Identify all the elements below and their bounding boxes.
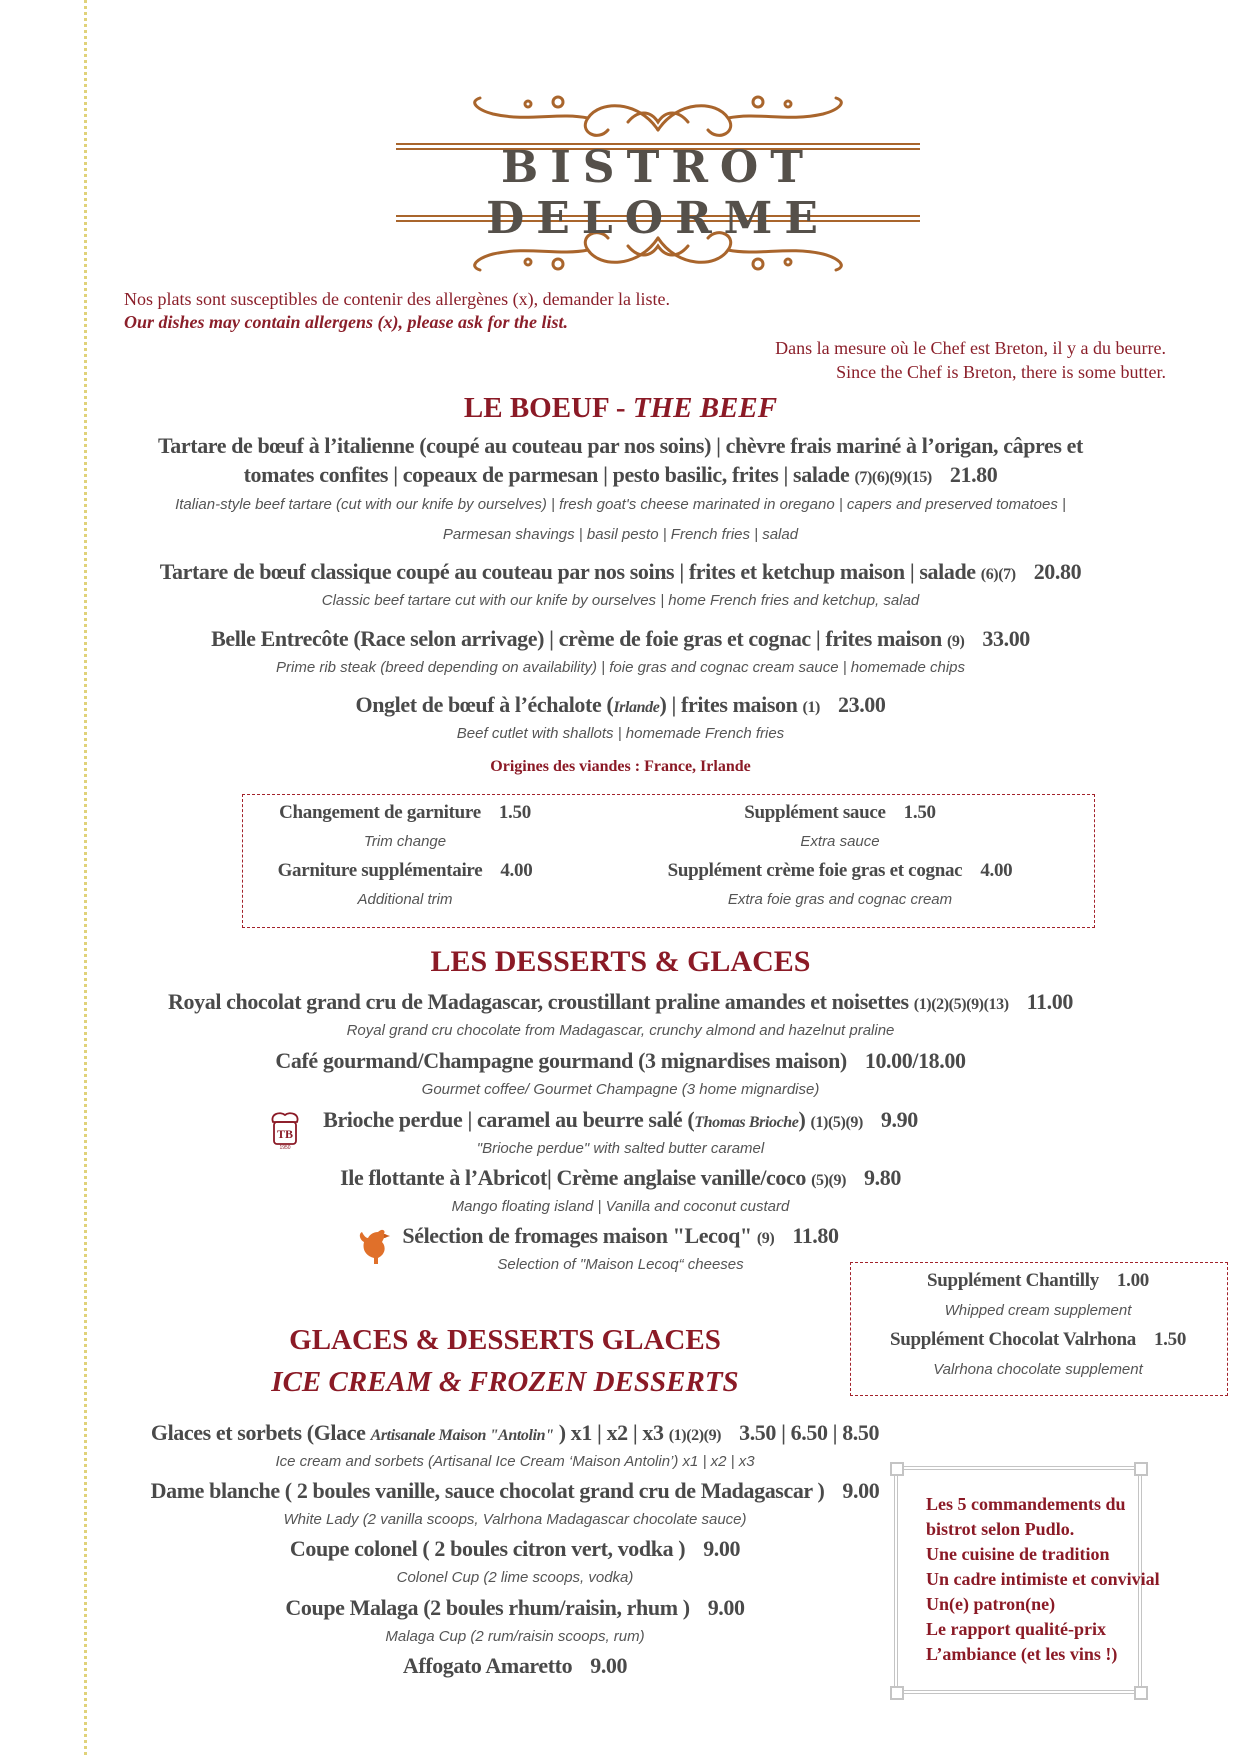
allergen-codes: (6)(7) (980, 566, 1016, 583)
extra-item-price: 4.00 (500, 860, 533, 881)
menu-item (0, 1595, 1030, 1621)
menu-item-name: Tartare de bœuf classique coupé au couteau par nos soins | frites et ketchup maison | salade (159, 559, 981, 584)
menu-item-price: 21.80 (949, 462, 998, 487)
supplement-name: Supplément Chocolat Valrhona (889, 1329, 1136, 1350)
menu-item-name: Sélection de fromages maison "Lecoq" (402, 1223, 757, 1248)
menu-item-name (0, 462, 1241, 488)
menu-item-price: 9.00 (842, 1478, 880, 1503)
supplement-translation: Valrhona chocolate supplement (933, 1361, 1143, 1378)
menu-item-translation: Gourmet coffee/ Gourmet Champagne (3 home mignardise) (421, 1081, 820, 1098)
menu-item (0, 1653, 1030, 1679)
menu-item-translation: Classic beef tartare cut with our knife by ourselves | home French fries and ketchup, salad (321, 592, 920, 609)
menu-item-translation: Mango floating island | Vanilla and coconut custard (451, 1198, 790, 1215)
menu-item-translation: White Lady (2 vanilla scoops, Valrhona Madagascar chocolate sauce) (283, 1511, 747, 1528)
supplement-price: 1.00 (1116, 1270, 1149, 1291)
extra-item-name: Supplément sauce (744, 802, 886, 823)
menu-item-name-line2: tomates confites | copeaux de parmesan | pesto basilic, frites | salade (243, 462, 855, 487)
menu-item-name-rest: ) x1 | x2 | x3 (553, 1420, 669, 1445)
menu-item-name: Tartare de bœuf à l’italienne (coupé au couteau par nos soins) | chèvre frais mariné à l’origan, câpres et (158, 433, 1083, 458)
commandments-line: bistrot selon Pudlo. (926, 1519, 1075, 1539)
menu-item-price: 9.00 (590, 1653, 628, 1678)
menu-item-translation: Royal grand cru chocolate from Madagascar, crunchy almond and hazelnut praline (346, 1022, 895, 1039)
brand-name: BISTROT DELORME (486, 142, 830, 244)
menu-item-name: Dame blanche ( 2 boules vanille, sauce chocolat grand cru de Madagascar ) (150, 1478, 825, 1503)
menu-item-translation: Malaga Cup (2 rum/raisin scoops, rum) (385, 1628, 645, 1645)
box-corner (890, 1462, 904, 1476)
menu-item-translation: "Brioche perdue" with salted butter caramel (476, 1140, 765, 1157)
menu-item-name: Coupe Malaga (2 boules rhum/raisin, rhum ) (285, 1595, 690, 1620)
menu-item-name: Glaces et sorbets (Glace (150, 1420, 371, 1445)
menu-item-name-rest: ) | frites maison (659, 692, 803, 717)
section-title-ice-en: ICE CREAM & FROZEN DESSERTS (271, 1366, 739, 1398)
extra-item-name: Garniture supplémentaire (277, 860, 483, 881)
commandments-line: Un cadre intimiste et convivial (926, 1569, 1160, 1589)
extra-item (640, 802, 1040, 824)
menu-item-price: 11.00 (1026, 989, 1073, 1014)
supplement-price: 1.50 (1153, 1329, 1187, 1350)
allergen-codes: (5)(9) (811, 1172, 847, 1189)
menu-item-name: Café gourmand/Champagne gourmand (3 mignardises maison) (275, 1048, 847, 1073)
commandments-line: L’ambiance (et les vins !) (926, 1644, 1118, 1664)
supplement-translation: Whipped cream supplement (944, 1302, 1132, 1319)
menu-item (0, 989, 1241, 1015)
menu-item-name: Ile flottante à l’Abricot| Crème anglaise vanille/coco (340, 1165, 812, 1190)
menu-item (0, 626, 1241, 652)
menu-item-price: 11.80 (792, 1223, 839, 1248)
supplement-item (852, 1270, 1224, 1292)
section-title-beef-en: THE BEEF (632, 392, 778, 424)
allergen-notice-en: Our dishes may contain allergens (x), please ask for the list. (124, 312, 569, 332)
menu-item-price: 33.00 (982, 626, 1030, 651)
menu-item-brand: Thomas Brioche (694, 1114, 799, 1131)
menu-item-translation: Colonel Cup (2 lime scoops, vodka) (396, 1569, 634, 1586)
allergen-codes: (1)(2)(5)(9)(13) (913, 996, 1009, 1013)
menu-item-translation: Selection of "Maison Lecoq“ cheeses (497, 1256, 744, 1273)
allergen-codes: (1)(2)(9) (668, 1427, 722, 1444)
menu-item-translation: Beef cutlet with shallots | homemade French fries (456, 725, 785, 742)
menu-item-origin: Irlande (613, 699, 660, 716)
extra-item-price: 1.50 (498, 802, 531, 823)
menu-item-price: 20.80 (1033, 559, 1082, 584)
extra-item-translation: Trim change (363, 833, 447, 850)
allergen-codes: (1) (802, 699, 820, 716)
commandments-line: Une cuisine de tradition (926, 1544, 1110, 1564)
brioche-logo-letters: TB (276, 1127, 294, 1141)
menu-item (0, 559, 1241, 585)
menu-item-name: Affogato Amaretto (402, 1653, 573, 1678)
section-title-beef-fr: LE BOEUF - (463, 392, 633, 424)
extra-item (250, 860, 560, 882)
menu-item-price: 9.00 (707, 1595, 745, 1620)
extra-item-translation: Extra foie gras and cognac cream (727, 891, 953, 908)
menu-item (0, 1536, 1030, 1562)
menu-item-price: 9.80 (864, 1165, 901, 1190)
menu-item-price: 10.00/18.00 (864, 1048, 966, 1073)
menu-item-name: Belle Entrecôte (Race selon arrivage) | crème de foie gras et cognac | frites maison (211, 626, 947, 651)
menu-item-name-rest: ) (798, 1107, 811, 1132)
menu-item-translation: Italian-style beef tartare (cut with our knife by ourselves) | fresh goat's cheese marinated in oregano | capers and preserved tomatoes | (175, 496, 1066, 513)
meat-origin-note: Origines des viandes : France, Irlande (490, 758, 751, 775)
commandments-line: Les 5 commandements du (926, 1494, 1126, 1514)
extra-item-translation: Extra sauce (800, 833, 880, 850)
menu-item-price: 23.00 (838, 692, 886, 717)
allergen-codes: (1)(5)(9) (810, 1114, 863, 1131)
menu-item-name: Royal chocolat grand cru de Madagascar, croustillant praline amandes et noisettes (168, 989, 914, 1014)
menu-item-translation: Ice cream and sorbets (Artisanal Ice Cream ‘Maison Antolin’) x1 | x2 | x3 (275, 1453, 755, 1470)
menu-item-name: Onglet de bœuf à l’échalote ( (355, 692, 614, 717)
supplement-name: Supplément Chantilly (927, 1270, 1099, 1291)
butter-notice-en: Since the Chef is Breton, there is some butter. (836, 362, 1166, 382)
menu-item-price: 9.00 (703, 1536, 741, 1561)
menu-item (0, 1048, 1241, 1074)
menu-item-price: 3.50 | 6.50 | 8.50 (739, 1420, 880, 1445)
commandments-line: Un(e) patron(ne) (926, 1594, 1056, 1614)
section-title-desserts: LES DESSERTS & GLACES (430, 945, 811, 978)
extra-item-price: 4.00 (980, 860, 1013, 881)
section-title-beef (0, 392, 1241, 425)
menu-item (0, 1420, 1030, 1446)
allergen-notice-fr: Nos plats sont susceptibles de contenir des allergènes (x), demander la liste. (124, 289, 671, 309)
extra-item-price: 1.50 (903, 802, 936, 823)
menu-item-translation: Prime rib steak (breed depending on availability) | foie gras and cognac cream sauce | homemade chips (276, 659, 965, 676)
menu-item-name: Brioche perdue | caramel au beurre salé ( (323, 1107, 695, 1132)
box-corner (890, 1686, 904, 1700)
supplement-item (852, 1329, 1224, 1351)
allergen-codes: (9) (946, 633, 965, 650)
commandments-line: Le rapport qualité-prix (926, 1619, 1106, 1639)
extra-item (640, 860, 1040, 882)
box-corner (1134, 1686, 1148, 1700)
allergen-codes: (7)(6)(9)(15) (854, 469, 932, 486)
commandments-text (926, 1492, 1160, 1667)
allergen-codes: (9) (756, 1230, 775, 1247)
extra-item-name: Changement de garniture (279, 802, 481, 823)
menu-item-price: 9.90 (880, 1107, 918, 1132)
extra-item (250, 802, 560, 824)
section-title-ice-fr: GLACES & DESSERTS GLACES (289, 1324, 721, 1356)
extra-item-name: Supplément crème foie gras et cognac (667, 860, 963, 881)
box-corner (1134, 1462, 1148, 1476)
menu-item (0, 1165, 1241, 1191)
menu-item-name: Coupe colonel ( 2 boules citron vert, vodka ) (289, 1536, 686, 1561)
menu-item-translation: Parmesan shavings | basil pesto | French fries | salad (442, 526, 799, 543)
extra-item-translation: Additional trim (357, 891, 453, 908)
menu-item (0, 692, 1241, 718)
butter-notice-fr: Dans la mesure où le Chef est Breton, il y a du beurre. (775, 338, 1166, 358)
menu-item (0, 1478, 1030, 1504)
menu-item-brand: Artisanale Maison "Antolin" (370, 1427, 554, 1444)
brioche-logo-year: 1950 (279, 1145, 291, 1150)
menu-item (0, 1107, 1241, 1133)
menu-item (0, 1223, 1241, 1249)
